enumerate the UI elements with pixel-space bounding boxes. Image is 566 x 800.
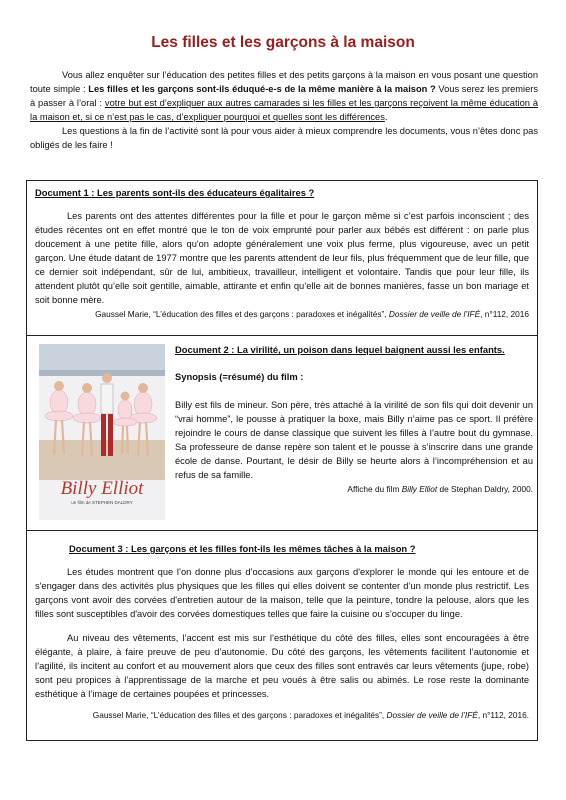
intro-paragraph-2: Les questions à la fin de l’activité sont là pour vous aider à mieux comprendre les documents, vous n’êtes donc pas obligés de les faire ! (30, 126, 538, 150)
document-3 (26, 530, 538, 741)
intro-question: Les filles et les garçons sont-ils éduqué-e-s de la même manière à la maison ? (88, 84, 436, 94)
document-2-title: Document 2 : La virilité, un poison dans lequel baignent aussi les enfants. (175, 344, 505, 355)
citation-director: de Stephan Daldry, 2000. (437, 484, 533, 494)
document-2-text: Billy est fils de mineur. Son père, très attaché à la virilité de son fils qui doit devenir un “vrai homme”, le pousse à pratiquer la boxe, mais Billy n’aime pas ce sport. Il préfère rejoindre le cours de danse classique que suivent les filles à l’autre bout du gymnase. Sa professeure de danse repère son talent et le pousse à s’inscrire dans une grande école de danse. Pourtant, le désir de Billy se heurte alors à l’incompréhension et au refus de sa famille. (175, 400, 533, 480)
intro-text: Vous allez enquêter sur l’éducation des petites filles et des petits garçons à la maison en vous posant une question toute simple : (30, 70, 538, 94)
document-1 (26, 180, 538, 336)
citation-source: Dossier de veille de l’IFÉ (386, 710, 478, 720)
synopsis-label: Synopsis (=résumé) du film : (175, 371, 304, 382)
document-1-text: Les parents ont des attentes différentes pour la fille et pour le garçon même si c’est parfois inconscient ; des études récentes ont en effet montré que le ton de voix emprunté pour parler aux bébés est différent : on parle plus doucement à une petite fille, alors qu'on adopte généralement une voix plus ferme, plus vigoureuse, avec un petit garçon. Une étude datant de 1977 montre que les parents attendent de leur fils, plus fréquemment que de leur fille, que ce dernier soit indépendant, sûr de lui, ambitieux, travailleur, intelligent et volontaire. Tandis que pour leur fille, ils attendent plutôt qu’elle soit gentille, aimable, attirante et enfin qu’elle ait de bonnes manières, fasse un bon mariage et soit bonne mère. (35, 211, 529, 305)
page-title: Les filles et les garçons à la maison (151, 34, 415, 51)
citation-source: Dossier de veille de l’IFÉ (388, 309, 481, 319)
document-1-citation (35, 309, 529, 319)
intro-text: Vous serez les premiers à passer à l’oral : (30, 84, 539, 108)
citation-film: Billy Elliot (401, 484, 438, 494)
citation-author: Gaussel Marie, “L’éducation des filles et des garçons : paradoxes et inégalités”, (95, 309, 389, 319)
poster-tagline: un film de STEPHEN DALDRY (71, 500, 133, 505)
document-2-citation (175, 484, 533, 494)
document-3-paragraph-2: Au niveau des vêtements, l’accent est mis sur l’esthétique du côté des filles, elles sont encouragées à être élégante, à plaire, à faire preuve de peu d’autonomie. Du côté des garçons, les vêtements facilitent l’autonomie et l’agilité, ils incitent au confort et au mouvement alors que ceux des filles sont entravés car leurs vêtements (jupe, robe) sont peu propices à l’apprentissage de la marche et peu voués à être salis ou abimés. Le rose reste la dominante esthétique à l’image de certaines poupées et princesses. (35, 633, 529, 699)
poster-illustration (39, 344, 165, 520)
document-1-title: Document 1 : Les parents sont-ils des éducateurs égalitaires ? (35, 187, 315, 198)
billy-elliot-poster-image (39, 344, 165, 520)
citation-author: Gaussel Marie, “L’éducation des filles et des garçons : paradoxes et inégalités”, (92, 710, 387, 720)
intro (30, 68, 538, 152)
document-3-paragraph-1: Les études montrent que l’on donne plus d’occasions aux garçons d'explorer le monde qui les entoure et de s'engager dans des activités plus physiques que les filles qui elles doivent se contenter d’un monde plus restrictif. Les garçons vont avoir des corvées d'entretien autour de la maison, telle que la peinture, tondre la pelouse, alors que les filles sont susceptibles d'avoir des corvées domestiques telles que faire la cuisine ou s’occuper du linge. (35, 567, 529, 619)
poster-title: Billy Elliot (60, 478, 144, 499)
document-2 (26, 335, 538, 531)
citation-issue: , n°112, 2016. (477, 710, 529, 720)
intro-text: . (384, 112, 388, 122)
intro-paragraph-1 (30, 68, 538, 124)
intro-goal: votre but est d’expliquer aux autres camarades si les filles et les garçons reçoivent la même éducation à la maison et, si ce n’est pas le cas, d’expliquer pourquoi et quelles sont les différences (30, 98, 539, 122)
citation-prefix: Affiche du film (347, 484, 402, 494)
citation-issue: , n°112, 2016 (480, 309, 529, 319)
document-3-citation (35, 710, 529, 720)
document-3-title: Document 3 : Les garçons et les filles font-ils les mêmes tâches à la maison ? (69, 543, 416, 554)
